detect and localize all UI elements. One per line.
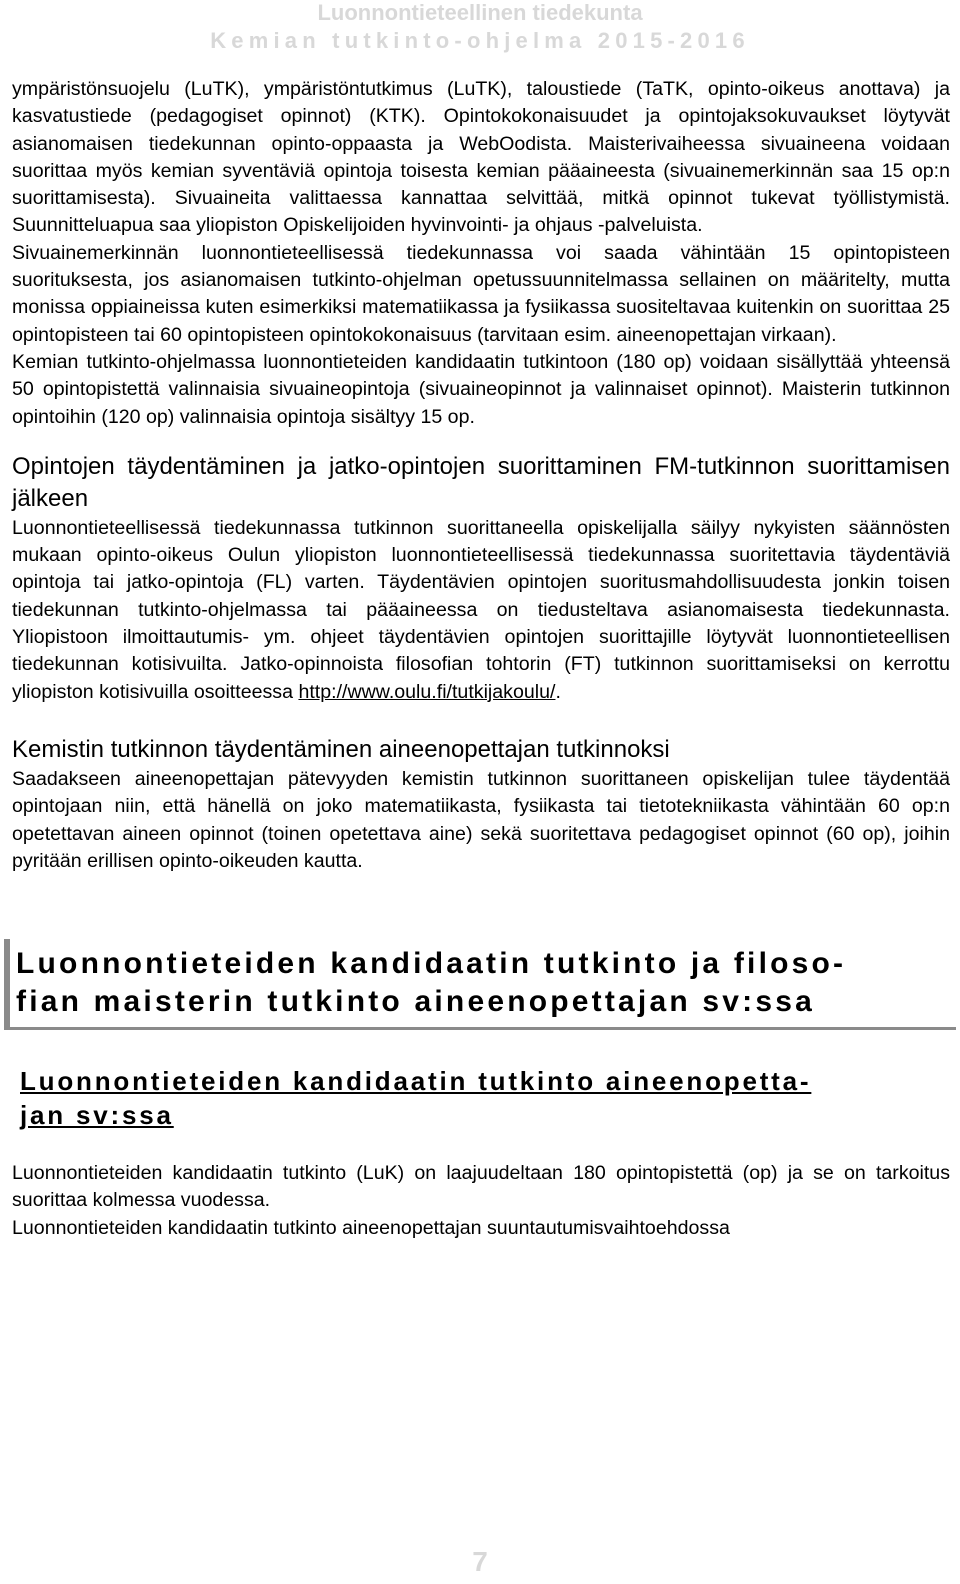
paragraph-luk-scope: Luonnontieteiden kandidaatin tutkinto (LuK) on laajuudeltaan 180 opintopistettä (op) ja se on tarkoitus suorittaa kolmessa vuodessa. <box>12 1162 950 1212</box>
heading-further-studies: Opintojen täydentäminen ja jatko-opintojen suorittaminen FM-tutkinnon suorittamisen jälkeen <box>12 452 950 512</box>
faculty-title: Luonnontieteellinen tiedekunta <box>317 0 643 25</box>
further-studies-text: Luonnontieteellisessä tiedekunnassa tutkinnon suorittaneella opiskelijalla säilyy nykyisten säännösten mukaan opinto-oikeus Oulun yliopiston luonnontieteellisessä tiedekunnassa suoritettavia täydentäviä opintoja tai jatko-opintoja (FL) varten. Täydentävien opintojen suoritusmahdollisuudesta jonkin toisen tiedekunnan tutkinto-ohjelmassa tai pääaineessa on tiedusteltava asianomaisesta tiedekunnasta. Yliopistoon ilmoittautumis- ym. ohjeet täydentävien opintojen suorittajille löytyvät luonnontieteellisen tiedekunnan kotisivuilta. Jatko-opinnoista filosofian tohtorin (FT) tutkinnon suorittamiseksi on kerrottu yliopiston kotisivuilla osoitteessa <box>12 516 950 703</box>
heading-teacher-degree: Kemistin tutkinnon täydentäminen aineenopettajan tutkinnoksi <box>12 735 670 763</box>
tutkijakoulu-link[interactable]: http://www.oulu.fi/tutkijakoulu/ <box>298 680 556 703</box>
paragraph-luk-teacher-option: Luonnontieteiden kandidaatin tutkinto aineenopettajan suuntautumisvaihtoehdossa <box>12 1216 730 1239</box>
paragraph-chemistry-electives: Kemian tutkinto-ohjelmassa luonnontieteiden kandidaatin tutkintoon (180 op) voidaan sisällyttää yhteensä 50 opintopistettä valinnaisia sivuaineopintoja (sivuaineopinnot ja valinnaiset opinnot). Maisterin tutkinnon opintoihin (120 op) valinnaisia opintoja sisältyy 15 op. <box>12 350 950 428</box>
document-body <box>12 76 950 1242</box>
paragraph-teacher-degree: Saadakseen aineenopettajan pätevyyden kemistin tutkinnon suorittaneen opiskelijan tulee täydentää opintojaan niin, että hänellä on joko matematiikasta, fysiikasta tai tietotekniikasta vähintään 60 op:n opetettavan aineen opinnot (toinen opetettava aine) sekä suoritettava pedagogiset opinnot (60 op), joihin pyritään erillisen opinto-oikeuden kautta. <box>12 767 950 872</box>
page-number: 7 <box>472 1546 488 1577</box>
program-title: Kemian tutkinto-ohjelma 2015-2016 <box>210 28 750 53</box>
subsection-title-line-1: Luonnontieteiden kandidaatin tutkinto aineenopetta- <box>20 1066 812 1097</box>
section-title-line-2: fian maisterin tutkinto aineenopettajan sv:ssa <box>16 985 816 1019</box>
section-title-box <box>4 939 956 1030</box>
section-title-line-1: Luonnontieteiden kandidaatin tutkinto ja filoso- <box>16 947 847 981</box>
paragraph-minor-credits: Sivuainemerkinnän luonnontieteellisessä tiedekunnassa voi saada vähintään 15 opintopisteen suorituksesta, jos asianomaisen tutkinto-ohjelman opetussuunnitelmassa sellainen on määritelty, mutta monissa oppiaineissa kuten esimerkiksi matematiikassa ja fysiikassa suositeltavaa kuitenkin on suorittaa 25 opintopisteen tai 60 opintopisteen opintokokonaisuus (tarvitaan esim. aineenopettajan virkaan). <box>12 241 950 346</box>
paragraph-minor-subjects: ympäristönsuojelu (LuTK), ympäristöntutkimus (LuTK), taloustiede (TaTK, opinto-oikeus anottava) ja kasvatustiede (pedagogiset opinnot) (KTK). Opintokokonaisuudet ja opintojaksokuvaukset löytyvät asianomaisen tiedekunnan opinto-oppaasta ja WebOodista. Maisterivaiheessa sivuaineena voidaan suorittaa myös kemian syventäviä opintoja toisesta kemian pääaineesta (sivuainemerkinnän saa 15 op:n suorittamisesta). Sivuaineita valittaessa kannattaa selvittää, mitkä opinnot tukevat työllistymistä. Suunnitteluapua saa yliopiston Opiskelijoiden hyvinvointi- ja ohjaus -palveluista. <box>12 78 950 237</box>
subsection-title <box>12 1064 950 1132</box>
paragraph-further-studies <box>12 515 950 706</box>
subsection-title-line-2: jan sv:ssa <box>20 1100 174 1131</box>
link-suffix: . <box>555 680 561 703</box>
